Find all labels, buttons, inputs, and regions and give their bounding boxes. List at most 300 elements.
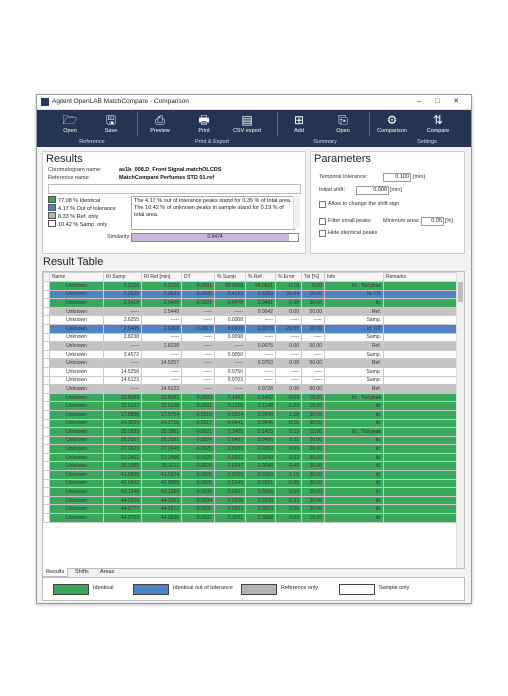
table-cell: 14.5257: [142, 359, 182, 368]
remarks-cell[interactable]: [384, 359, 457, 368]
table-cell: 2.2633: [142, 290, 182, 299]
save-reference-button[interactable]: 🖫 Save: [94, 112, 128, 134]
table-cell: Unknown: [50, 419, 104, 428]
print-button[interactable]: 🖶 Print: [187, 112, 221, 134]
table-cell: Samp.: [325, 376, 384, 385]
remarks-cell[interactable]: [384, 488, 457, 497]
table-cell: 0.0249: [246, 453, 276, 462]
table-cell: -----: [215, 307, 246, 316]
legend-swatch: [48, 196, 56, 203]
table-cell: -----: [104, 385, 142, 394]
table-cell: 15.00: [302, 290, 325, 299]
table-row[interactable]: [44, 333, 457, 342]
table-cell: 0.00: [276, 342, 302, 351]
legend-samp-only: 10.42 % Samp. only: [48, 220, 107, 227]
table-cell: Unknown: [50, 333, 104, 342]
gear-icon: ⚙: [386, 113, 398, 127]
remarks-cell[interactable]: [384, 453, 457, 462]
column-header[interactable]: Info: [325, 273, 384, 282]
table-cell: -----: [302, 333, 325, 342]
table-cell: -0.0001: [182, 402, 215, 411]
table-row[interactable]: [44, 282, 457, 291]
initial-shift-input[interactable]: 0.000: [356, 186, 389, 195]
comparison-settings-button[interactable]: ⚙ Comparison: [375, 112, 409, 134]
table-cell: 30.00: [302, 436, 325, 445]
table-cell: Unknown: [50, 350, 104, 359]
table-header-row: [44, 273, 457, 282]
table-row[interactable]: [44, 505, 457, 514]
table-cell: 0.0367: [215, 488, 246, 497]
open-reference-button[interactable]: 🗁 Open: [53, 112, 87, 134]
message-scrollbar[interactable]: [293, 196, 300, 228]
table-cell: 15.00: [302, 428, 325, 437]
table-cell: Unknown: [50, 488, 104, 497]
table-cell: 25.1861: [142, 428, 182, 437]
column-header[interactable]: Tol [%]: [302, 273, 325, 282]
table-cell: 30.00: [302, 410, 325, 419]
table-row[interactable]: [44, 514, 457, 523]
table-cell: Ref.: [325, 385, 384, 394]
table-cell: Unknown: [50, 445, 104, 454]
table-cell: Id.: [325, 514, 384, 523]
table-cell: 24.3716: [142, 419, 182, 428]
table-cell: 25.1839: [104, 428, 142, 437]
result-table: [42, 271, 465, 569]
table-cell: 26.2557: [104, 436, 142, 445]
table-cell: -0.16: [276, 419, 302, 428]
group-settings: Settings: [417, 139, 437, 145]
table-cell: Unknown: [50, 402, 104, 411]
table-cell: 0.0308: [215, 316, 246, 325]
table-cell: 35.1611: [142, 462, 182, 471]
ribbon-separator: [137, 112, 138, 136]
allow-shift-sign-checkbox[interactable]: [319, 201, 326, 208]
table-cell: -0.0001: [182, 282, 215, 291]
table-row[interactable]: [44, 359, 457, 368]
table-cell: 0.63: [276, 453, 302, 462]
window-controls[interactable]: – □ ✕: [417, 98, 465, 105]
table-cell: 0.0239: [246, 496, 276, 505]
table-cell: 0.1492: [246, 393, 276, 402]
similarity-value: 0.9474: [207, 234, 223, 240]
table-row[interactable]: [44, 385, 457, 394]
reference-label: Reference name:: [48, 175, 91, 181]
table-cell: -0.0021: [182, 428, 215, 437]
table-cell: -----: [182, 333, 215, 342]
table-cell: -----: [142, 376, 182, 385]
table-cell: -----: [142, 333, 182, 342]
table-cell: 0.49: [276, 462, 302, 471]
table-cell: 0.0003: [182, 393, 215, 402]
table-row[interactable]: [44, 419, 457, 428]
table-cell: 44.9836: [142, 514, 182, 523]
table-cell: 30.00: [302, 324, 325, 333]
table-cell: 50.00: [302, 307, 325, 316]
table-cell: -----: [302, 350, 325, 359]
table-row[interactable]: [44, 393, 457, 402]
table-cell: 24.3699: [104, 419, 142, 428]
table-cell: 31.2486: [142, 453, 182, 462]
table-cell: -----: [215, 359, 246, 368]
table-cell: 0.09: [276, 445, 302, 454]
add-summary-button[interactable]: ⊞ Add: [282, 112, 316, 134]
table-cell: Unknown: [50, 290, 104, 299]
table-cell: 30.00: [302, 488, 325, 497]
table-cell: 0.1492: [215, 393, 246, 402]
table-cell: 0.3091: [215, 514, 246, 523]
remarks-cell[interactable]: [384, 514, 457, 523]
table-cell: 2.5420: [142, 299, 182, 308]
similarity-label: Similarity:: [107, 234, 131, 240]
table-cell: -----: [302, 376, 325, 385]
table-cell: Unknown: [50, 316, 104, 325]
column-header[interactable]: DT: [182, 273, 215, 282]
open-file-icon: ⎘: [338, 113, 348, 127]
table-row[interactable]: [44, 367, 457, 376]
group-reference: Reference: [79, 139, 105, 145]
minimum-area-input[interactable]: 0.05: [421, 217, 444, 226]
table-cell: Ref.: [325, 307, 384, 316]
table-cell: 0.0365: [246, 488, 276, 497]
table-cell: 0.0151: [246, 479, 276, 488]
remarks-cell[interactable]: [384, 479, 457, 488]
table-cell: -1.10: [276, 471, 302, 480]
table-cell: 30.00: [302, 453, 325, 462]
filter-small-peaks-label: Filter small peaks: [328, 218, 371, 224]
table-cell: Unknown: [50, 393, 104, 402]
table-cell: 14.6123: [104, 376, 142, 385]
table-cell: Id. OT: [325, 290, 384, 299]
legend-ref-only: 8.33 % Ref. only: [48, 212, 98, 219]
remarks-cell[interactable]: [384, 496, 457, 505]
table-cell: 2.6255: [104, 316, 142, 325]
table-cell: -----: [215, 385, 246, 394]
table-cell: -----: [246, 350, 276, 359]
remarks-cell[interactable]: [384, 316, 457, 325]
table-row[interactable]: [44, 471, 457, 480]
table-cell: 15.8083: [104, 393, 142, 402]
table-row[interactable]: [44, 410, 457, 419]
table-cell: -0.0001: [182, 299, 215, 308]
remarks-cell[interactable]: [384, 333, 457, 342]
legend-swatch: [48, 220, 56, 227]
remarks-cell[interactable]: [384, 282, 457, 291]
table-cell: -0.0024: [182, 436, 215, 445]
table-cell: 14.6123: [142, 385, 182, 394]
table-cell: -0.0037: [182, 514, 215, 523]
table-cell: -----: [276, 316, 302, 325]
table-cell: 2.5419: [104, 299, 142, 308]
remarks-cell[interactable]: [384, 410, 457, 419]
table-cell: Id. OT: [325, 324, 384, 333]
table-row[interactable]: [44, 453, 457, 462]
table-cell: Unknown: [50, 428, 104, 437]
table-cell: 43.1284: [142, 488, 182, 497]
temporal-tolerance-input[interactable]: 0.100: [383, 173, 411, 182]
table-cell: Id.: [325, 436, 384, 445]
table-cell: Id. , Tail peak: [325, 282, 384, 291]
table-cell: Unknown: [50, 471, 104, 480]
table-cell: 0.00: [276, 505, 302, 514]
table-cell: -0.48: [276, 299, 302, 308]
table-cell: Unknown: [50, 342, 104, 351]
table-cell: -0.0026: [182, 462, 215, 471]
reference-value: MatchCompare Perfumes STD 01.ref: [119, 175, 215, 181]
print-preview-icon: ⎙: [155, 113, 165, 127]
table-row[interactable]: [44, 496, 457, 505]
table-cell: 0.0246: [246, 462, 276, 471]
remarks-cell[interactable]: [384, 436, 457, 445]
table-cell: 42.9932: [104, 479, 142, 488]
table-cell: -0.03: [276, 393, 302, 402]
table-cell: -0.0017: [182, 419, 215, 428]
filter-small-peaks-checkbox[interactable]: [319, 218, 326, 225]
table-cell: -0.0035: [182, 505, 215, 514]
remarks-cell[interactable]: [384, 471, 457, 480]
table-cell: 0.0728: [246, 385, 276, 394]
table-cell: -----: [142, 350, 182, 359]
table-row[interactable]: [44, 290, 457, 299]
table-cell: Unknown: [50, 453, 104, 462]
table-cell: 0.0553: [215, 505, 246, 514]
remarks-cell[interactable]: [384, 385, 457, 394]
remarks-cell[interactable]: [384, 350, 457, 359]
table-cell: 0.0641: [215, 419, 246, 428]
table-row[interactable]: [44, 488, 457, 497]
ribbon-separator: [369, 112, 370, 136]
table-cell: 2.8238: [104, 333, 142, 342]
add-file-icon: ⊞: [293, 113, 305, 127]
remarks-cell[interactable]: [384, 307, 457, 316]
table-cell: -0.33: [276, 496, 302, 505]
remarks-cell[interactable]: [384, 419, 457, 428]
table-cell: 0.1405: [215, 428, 246, 437]
tab-shifts[interactable]: Shifts: [75, 569, 89, 575]
column-header[interactable]: Name: [50, 273, 104, 282]
remarks-cell[interactable]: [384, 342, 457, 351]
table-cell: 0.0050: [215, 350, 246, 359]
table-cell: Samp.: [325, 316, 384, 325]
table-cell: 2.6258: [142, 324, 182, 333]
remarks-cell[interactable]: [384, 445, 457, 454]
table-cell: 0.0159: [246, 445, 276, 454]
table-cell: 44.9799: [104, 514, 142, 523]
remarks-cell[interactable]: [384, 299, 457, 308]
remarks-cell[interactable]: [384, 324, 457, 333]
table-cell: Id.: [325, 471, 384, 480]
chromatogram-label: Chromatogram name:: [48, 167, 102, 173]
preview-button[interactable]: ⎙ Preview: [143, 112, 177, 134]
table-cell: 50.00: [302, 359, 325, 368]
table-cell: Unknown: [50, 410, 104, 419]
table-cell: -0.96: [276, 479, 302, 488]
table-row[interactable]: [44, 462, 457, 471]
table-cell: Unknown: [50, 324, 104, 333]
table-cell: Unknown: [50, 367, 104, 376]
table-row[interactable]: [44, 316, 457, 325]
table-cell: 0.0348: [246, 410, 276, 419]
table-cell: 30.00: [302, 419, 325, 428]
table-cell: -----: [276, 376, 302, 385]
remarks-cell[interactable]: [384, 505, 457, 514]
app-window: [36, 94, 472, 604]
table-cell: 44.2963: [142, 496, 182, 505]
result-table-heading: Result Table: [43, 256, 104, 268]
table-cell: Unknown: [50, 282, 104, 291]
remarks-cell[interactable]: [384, 462, 457, 471]
table-cell: Id.: [325, 402, 384, 411]
table-cell: -----: [182, 359, 215, 368]
table-cell: 44.2929: [104, 496, 142, 505]
table-cell: 0.0238: [215, 496, 246, 505]
remarks-cell[interactable]: [384, 402, 457, 411]
table-cell: 0.0247: [215, 462, 246, 471]
column-header[interactable]: Rt Samp: [104, 273, 142, 282]
table-cell: -0.0026: [182, 479, 215, 488]
table-cell: -----: [182, 307, 215, 316]
remarks-cell[interactable]: [384, 290, 457, 299]
table-cell: 0.0645: [246, 419, 276, 428]
tab-results[interactable]: Results: [42, 568, 68, 577]
table-cell: 43.1248: [104, 488, 142, 497]
remarks-cell[interactable]: [384, 428, 457, 437]
table-row[interactable]: [44, 342, 457, 351]
remarks-cell[interactable]: [384, 367, 457, 376]
results-panel: [42, 151, 306, 254]
table-cell: -----: [302, 367, 325, 376]
table-cell: 26.2581: [142, 436, 182, 445]
table-cell: -0.0036: [182, 488, 215, 497]
column-header[interactable]: % Ref: [246, 273, 276, 282]
open-summary-button[interactable]: ⎘ Open: [326, 112, 360, 134]
compare-button[interactable]: ⇅ Compare: [421, 112, 455, 134]
scrollbar-thumb[interactable]: [458, 282, 463, 302]
table-cell: 0.0251: [215, 453, 246, 462]
table-cell: 0.11: [276, 436, 302, 445]
parameters-heading: Parameters: [314, 153, 371, 165]
table-cell: 0.00: [276, 307, 302, 316]
column-header[interactable]: % Samp: [215, 273, 246, 282]
table-cell: 0.00: [302, 282, 325, 291]
table-row[interactable]: [44, 324, 457, 333]
table-cell: 30.00: [302, 471, 325, 480]
app-icon: [41, 98, 49, 106]
table-cell: Id.: [325, 462, 384, 471]
temporal-tolerance-label: Temporal tolerance:: [319, 174, 368, 180]
table-cell: Id.: [325, 496, 384, 505]
initial-shift-unit: [min]: [390, 187, 402, 193]
table-cell: 0.0098: [215, 333, 246, 342]
table-cell: Id. , Tail peak: [325, 428, 384, 437]
window-title: Agilent OpenLAB MatchCompare - Comparison: [52, 98, 189, 105]
legend-swatch: [53, 584, 89, 595]
table-cell: 35.1585: [104, 462, 142, 471]
table-cell: 94.0921: [246, 282, 276, 291]
table-row[interactable]: [44, 402, 457, 411]
table-cell: Unknown: [50, 436, 104, 445]
table-cell: -0.0813: [182, 324, 215, 333]
column-header[interactable]: Rt Ref [min]: [142, 273, 182, 282]
table-cell: -26.50: [276, 324, 302, 333]
legend-swatch: [241, 584, 277, 595]
allow-shift-sign-label: Allow to change the shift sign: [328, 201, 400, 207]
table-cell: Id.: [325, 299, 384, 308]
table-cell: -1.09: [276, 402, 302, 411]
table-cell: 2.5448: [142, 307, 182, 316]
chromatogram-value: as1b_008.D_Front Signal.matchOLCDS: [119, 167, 222, 173]
table-row[interactable]: [44, 428, 457, 437]
table-cell: 30.00: [302, 479, 325, 488]
table-cell: Id.: [325, 410, 384, 419]
table-cell: Unknown: [50, 359, 104, 368]
hide-identical-checkbox[interactable]: [319, 230, 326, 237]
table-row[interactable]: [44, 436, 457, 445]
column-header[interactable]: Remarks: [384, 273, 457, 282]
ribbon-separator: [277, 112, 278, 136]
table-cell: 0.00: [276, 385, 302, 394]
table-row[interactable]: [44, 376, 457, 385]
table-scrollbar[interactable]: [456, 272, 464, 568]
table-cell: 99.9959: [215, 282, 246, 291]
table-cell: 0.3088: [246, 514, 276, 523]
table-cell: Samp.: [325, 333, 384, 342]
table-cell: -----: [182, 350, 215, 359]
table-cell: 0.1148: [246, 402, 276, 411]
table-cell: 1.58: [276, 410, 302, 419]
table-cell: 41.5598: [104, 471, 142, 480]
tab-areas[interactable]: Areas: [100, 569, 115, 575]
table-cell: Unknown: [50, 479, 104, 488]
table-cell: 30.00: [302, 445, 325, 454]
table-cell: 0.09: [276, 514, 302, 523]
table-cell: Unknown: [50, 505, 104, 514]
table-row[interactable]: [44, 479, 457, 488]
table-cell: Id.: [325, 419, 384, 428]
table-row[interactable]: [44, 299, 457, 308]
table-cell: 50.00: [302, 385, 325, 394]
table-cell: 30.00: [302, 496, 325, 505]
remarks-cell[interactable]: [384, 376, 457, 385]
table-cell: 0.0407: [215, 436, 246, 445]
table-cell: Id.: [325, 453, 384, 462]
remarks-cell[interactable]: [384, 393, 457, 402]
table-cell: 0.0354: [215, 410, 246, 419]
table-cell: 0.0750: [215, 367, 246, 376]
reference-bar: [48, 184, 301, 194]
table-row[interactable]: [44, 307, 457, 316]
table-row[interactable]: [44, 445, 457, 454]
table-row[interactable]: [44, 350, 457, 359]
table-cell: -----: [302, 316, 325, 325]
table-cell: Unknown: [50, 376, 104, 385]
table-cell: -----: [276, 350, 302, 359]
table-cell: 0.4152: [215, 290, 246, 299]
csv-export-button[interactable]: ▤ CSV export: [230, 112, 264, 134]
column-header[interactable]: % Error: [276, 273, 302, 282]
table-cell: -----: [182, 316, 215, 325]
table-cell: 0.0481: [246, 299, 276, 308]
table-cell: 0.0042: [246, 307, 276, 316]
table-cell: -----: [276, 333, 302, 342]
table-cell: Id.: [325, 479, 384, 488]
table-cell: 15.00: [302, 393, 325, 402]
group-print-export: Print & Export: [195, 139, 229, 145]
table-cell: 31.2461: [104, 453, 142, 462]
table-cell: 0.0149: [215, 479, 246, 488]
table-cell: 14.5258: [104, 367, 142, 376]
table-cell: -----: [276, 367, 302, 376]
table-cell: -----: [142, 316, 182, 325]
